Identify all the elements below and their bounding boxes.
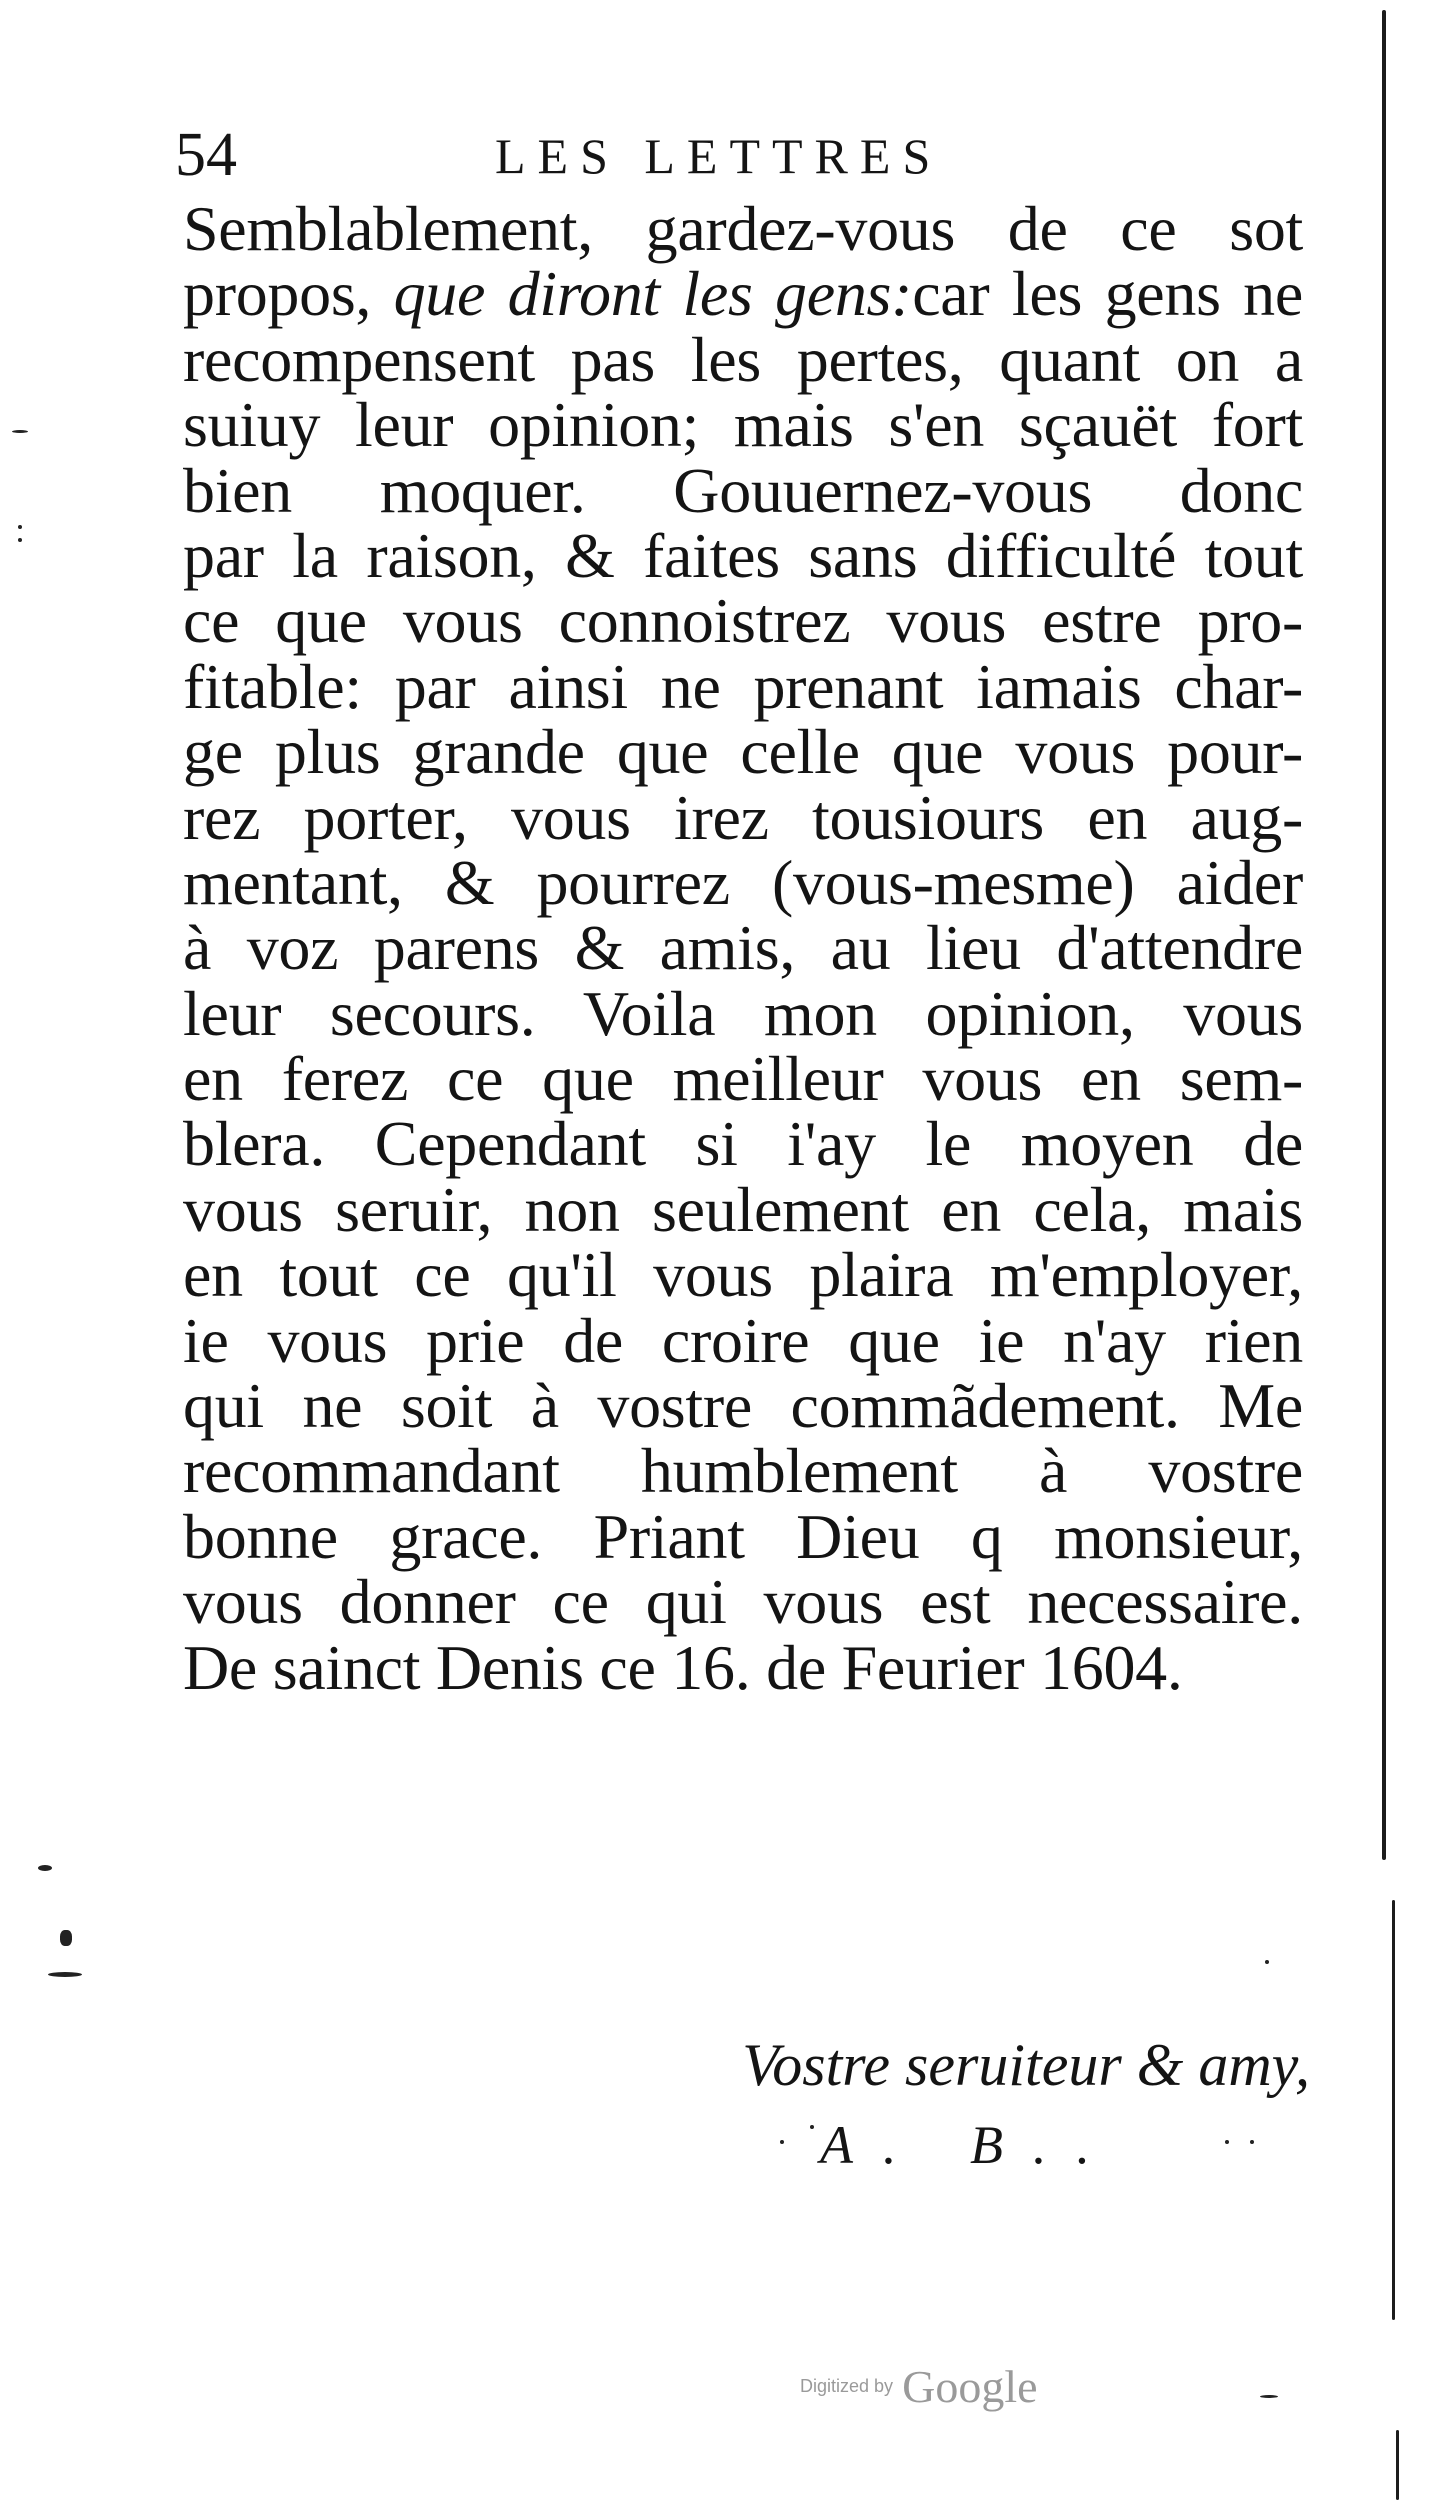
digitized-watermark — [800, 2360, 1100, 2440]
ink-speck — [1265, 1960, 1269, 1964]
text-line: en tout ce qu'il vous plaira m'employer, — [183, 1239, 1303, 1311]
ink-speck — [38, 1865, 52, 1871]
page-edge-line-lower — [1392, 1900, 1395, 2320]
text-line: ce que vous connoistrez vous estre pro- — [183, 585, 1303, 657]
ink-speck — [1225, 2140, 1229, 2144]
text-line: à voz parens & amis, au lieu d'attendre — [183, 912, 1303, 984]
google-logo: Google — [902, 2361, 1038, 2412]
ink-speck — [12, 430, 28, 433]
page-edge-line — [1382, 10, 1386, 1860]
text-line: bien moquer. Gouuernez-vous donc — [183, 454, 1303, 526]
text-line: ge plus grande que celle que vous pour- — [183, 716, 1303, 788]
text-line: mentant, & pourrez (vous-mesme) aider — [183, 846, 1303, 918]
text-line: bonne grace. Priant Dieu q monsieur, — [183, 1500, 1303, 1572]
text-line: rez porter, vous irez tousiours en aug- — [183, 781, 1303, 853]
page-edge-line-bottom — [1396, 2430, 1399, 2500]
text-line: blera. Cependant si i'ay le moyen de — [183, 1108, 1303, 1180]
ink-speck — [1260, 2395, 1278, 2398]
text-line: leur secours. Voila mon opinion, vous — [183, 977, 1303, 1049]
dateline: De sainct Denis ce 16. de Feurier 1604. — [183, 1631, 1183, 1703]
letter-body — [183, 193, 1303, 1703]
text-line: ie vous prie de croire que ie n'ay rien — [183, 1304, 1303, 1376]
text-line: Semblablement, gardez-vous de ce sot — [183, 193, 1303, 264]
running-title: LES LETTRES — [495, 128, 943, 184]
page-number: 54 — [175, 121, 237, 189]
text-line: qui ne soit à vostre commãdement. Me — [183, 1370, 1303, 1442]
italic-quote: que diront les gens: — [393, 258, 913, 330]
text-line: recompensent pas les pertes, quant on a — [183, 323, 1303, 395]
text-line: en ferez ce que meilleur vous en sem- — [183, 1043, 1303, 1115]
watermark-prefix: Digitized by — [800, 2376, 894, 2396]
ink-speck — [48, 1972, 82, 1977]
ink-speck — [1250, 2140, 1254, 2144]
text-line-start: propos, — [183, 258, 394, 330]
letter-closing — [670, 2030, 1310, 2100]
ink-speck — [810, 2125, 814, 2129]
ink-speck — [18, 525, 22, 529]
text-line: suiuy leur opinion; mais s'en sçauët fort — [183, 389, 1303, 461]
ink-speck — [780, 2140, 784, 2144]
text-line: fitable: par ainsi ne prenant iamais char- — [183, 650, 1303, 722]
ink-speck — [60, 1930, 72, 1946]
page-header — [175, 120, 1275, 190]
text-line: vous donner ce qui vous est necessaire. — [183, 1566, 1303, 1638]
text-line-end: car les gens ne — [912, 258, 1303, 330]
text-line: recommandant humblement à vostre — [183, 1435, 1303, 1507]
salutation: Vostre seruiteur & amy, — [742, 2032, 1310, 2098]
ink-speck — [18, 538, 22, 542]
text-line — [183, 258, 1303, 330]
text-line: par la raison, & faites sans difficulté tout — [183, 519, 1303, 591]
text-line: vous seruir, non seulement en cela, mais — [183, 1173, 1303, 1245]
signature-initials: A. B.. — [820, 2115, 1120, 2175]
